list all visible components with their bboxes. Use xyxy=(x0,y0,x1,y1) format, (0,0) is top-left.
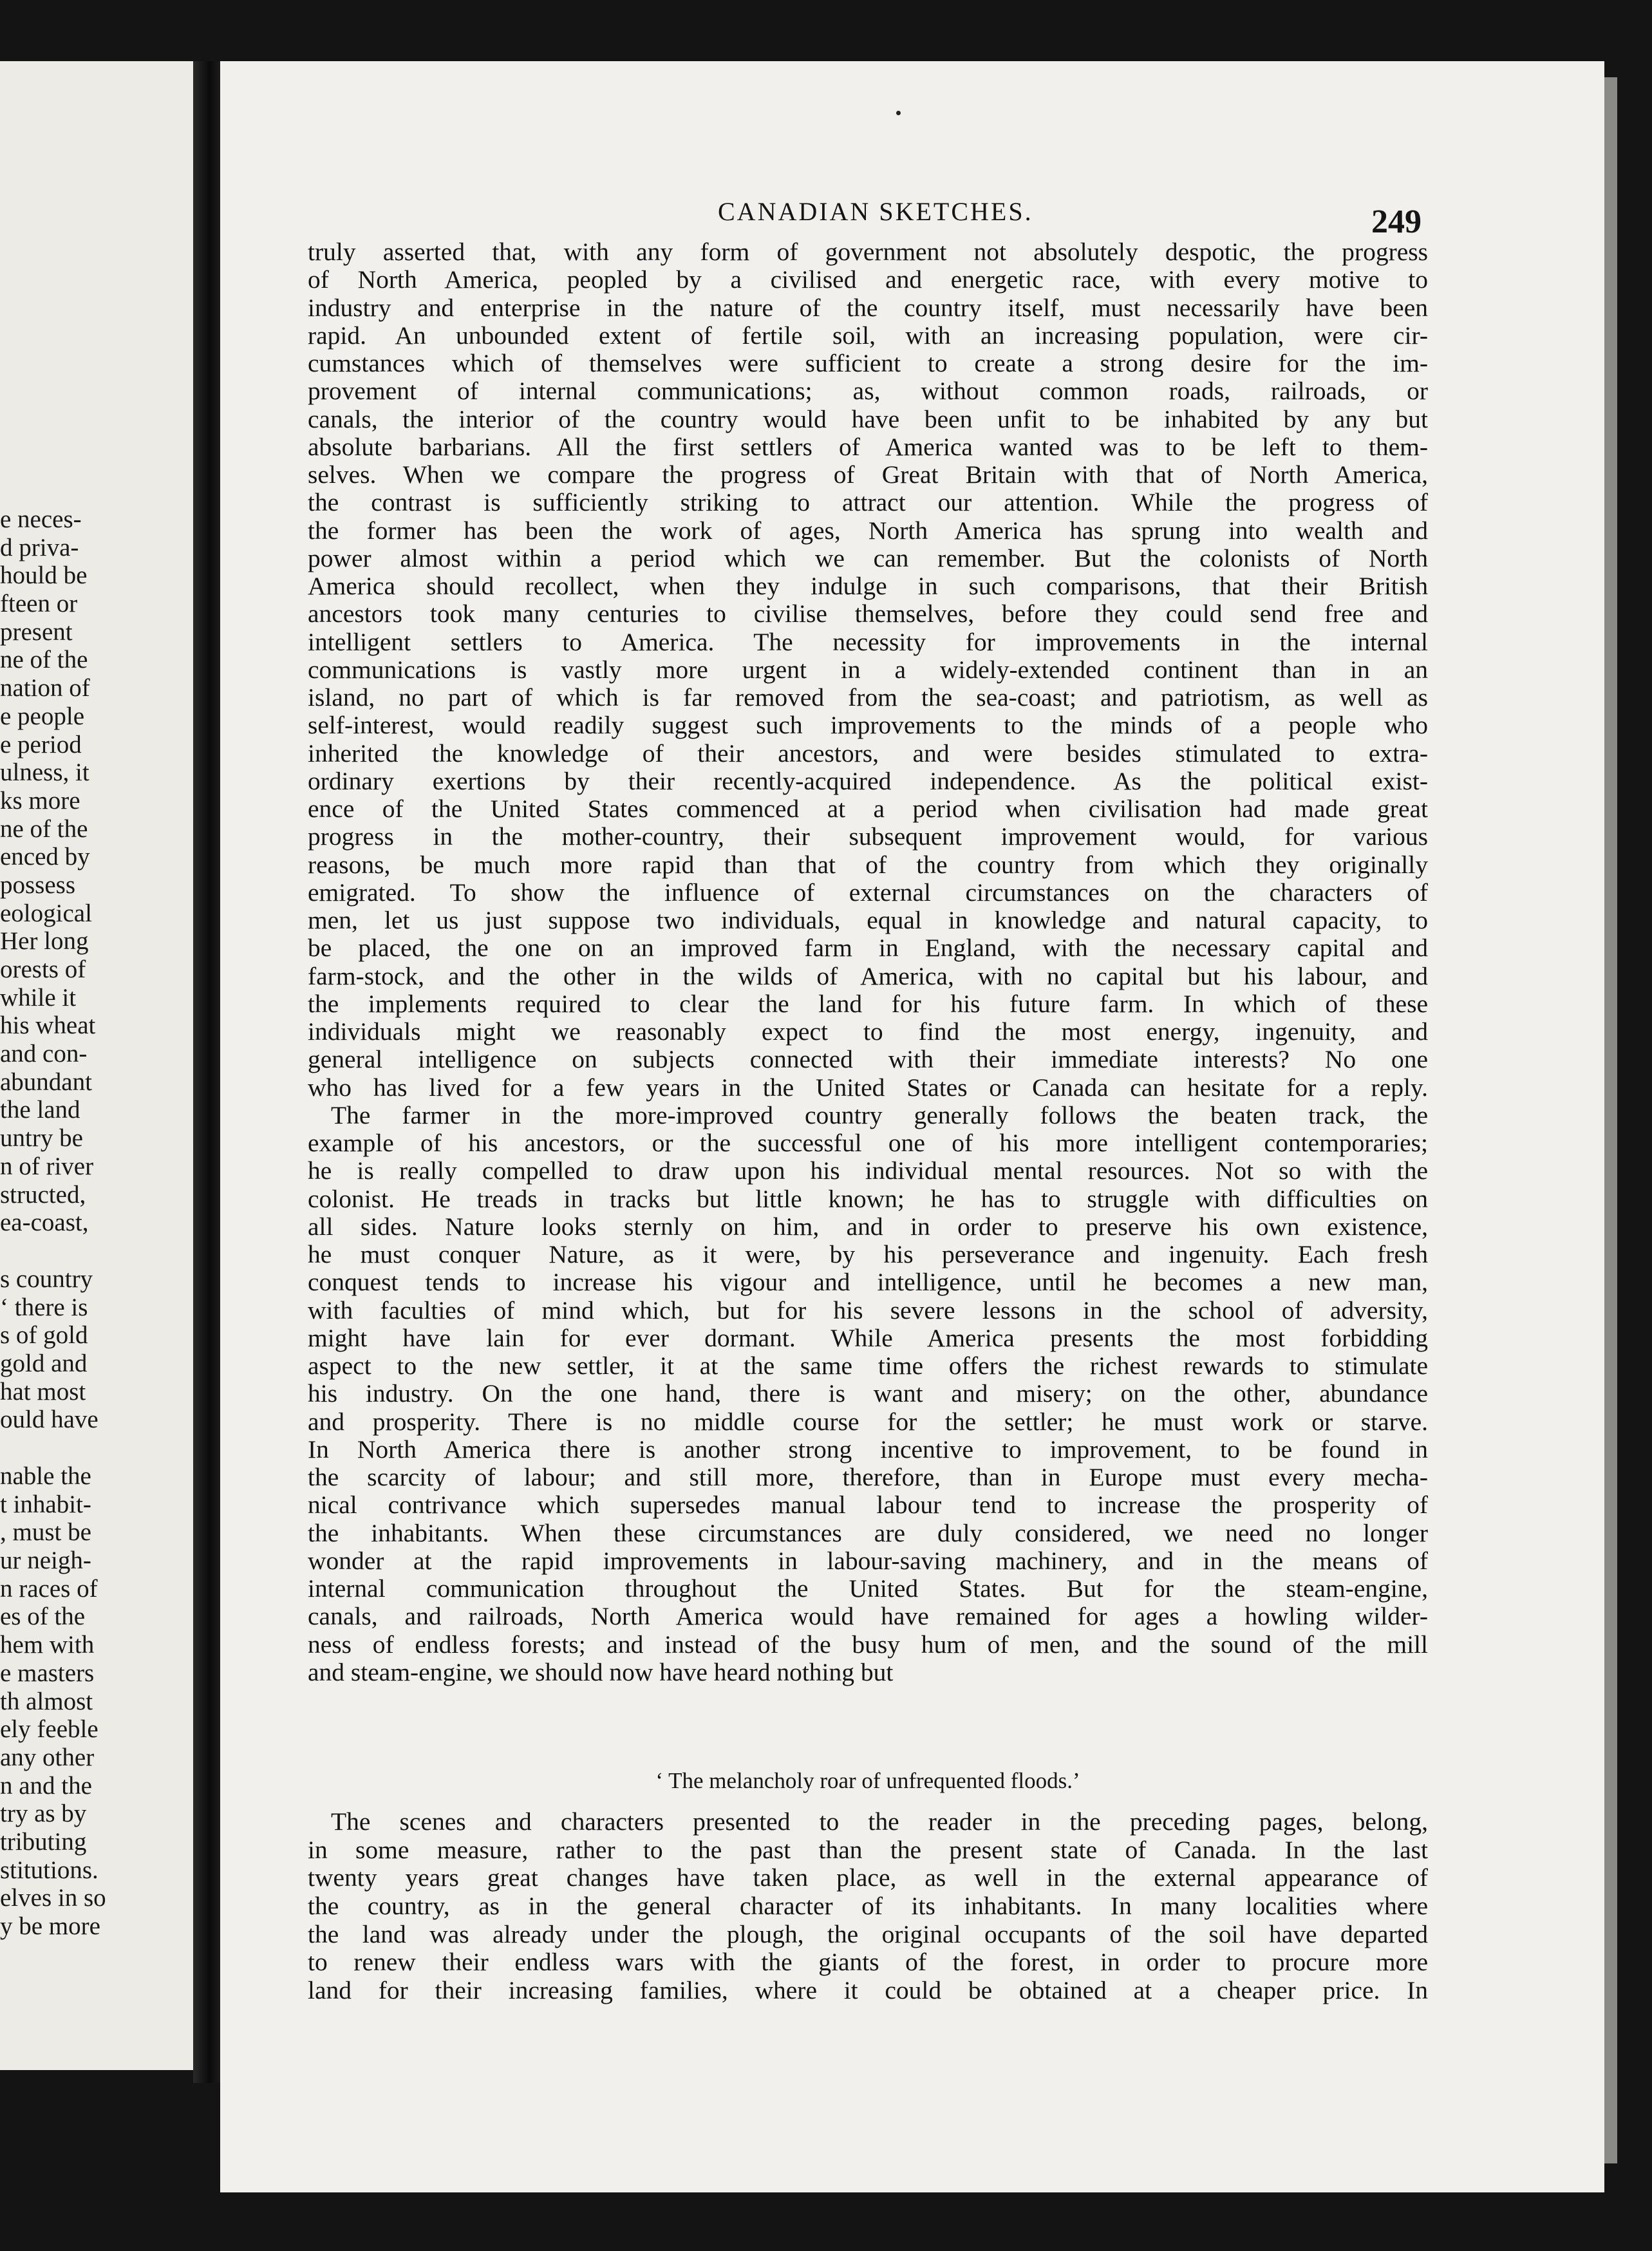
left-line: tributing xyxy=(0,1827,87,1856)
text-line: canals, and railroads, North America would have remained for ages a howling wilder- xyxy=(308,1603,1428,1631)
ink-speck xyxy=(896,111,901,115)
left-line: try as by xyxy=(0,1800,87,1828)
text-line: self-interest, would readily suggest such improvements to the minds of a people who xyxy=(308,711,1428,740)
left-line: e neces- xyxy=(0,505,82,533)
text-line: and prosperity. There is no middle course for the settler; he must work or starve. xyxy=(308,1408,1428,1436)
text-line: might have lain for ever dormant. While America presents the most forbidding xyxy=(308,1324,1428,1352)
left-line: while it xyxy=(0,983,77,1012)
text-line: of North America, peopled by a civilised and energetic race, with every motive to xyxy=(308,266,1428,294)
text-line: the former has been the work of ages, North America has sprung into wealth and xyxy=(308,516,1428,545)
text-line: ness of endless forests; and instead of the busy hum of men, and the sound of the mill xyxy=(308,1630,1428,1659)
text-line: aspect to the new settler, it at the same time offers the richest rewards to stimulate xyxy=(308,1352,1428,1380)
left-line: d priva- xyxy=(0,533,79,561)
left-line: and con- xyxy=(0,1040,88,1068)
text-line: he must conquer Nature, as it were, by his perseverance and ingenuity. Each fresh xyxy=(308,1241,1428,1268)
text-line: he is really compelled to draw upon his individual mental resources. Not so with the xyxy=(308,1157,1428,1185)
left-page-block-c xyxy=(0,1462,135,1941)
text-line: men, let us just suppose two individuals, equal in knowledge and natural capacity, to xyxy=(308,907,1428,934)
text-line: rapid. An unbounded extent of fertile soil, with an increasing population, were cir- xyxy=(308,321,1428,350)
text-line: The farmer in the more-improved country generally follows the beaten track, the xyxy=(331,1101,1428,1129)
left-line: ulness, it xyxy=(0,758,89,787)
text-line: and steam-engine, we should now have heard nothing but xyxy=(308,1658,894,1686)
text-line: absolute barbarians. All the first settlers of America wanted was to be left to them- xyxy=(308,433,1428,461)
text-line: his industry. On the one hand, there is want and misery; on the other, abundance xyxy=(308,1380,1428,1408)
text-line: individuals might we reasonably expect to find the most energy, ingenuity, and xyxy=(308,1018,1428,1046)
text-line: with faculties of mind which, but for his severe lessons in the school of adversity, xyxy=(308,1296,1428,1324)
text-line: to renew their endless wars with the giants of the forest, in order to procure more xyxy=(308,1948,1428,1977)
left-page-block-a xyxy=(0,505,135,1237)
text-line: communications is vastly more urgent in a widely-extended continent than in an xyxy=(308,655,1428,684)
book-gutter xyxy=(193,61,220,2083)
left-line: fteen or xyxy=(0,590,78,618)
left-facing-page xyxy=(0,61,193,2070)
text-line: twenty years great changes have taken place, as well in the external appearance of xyxy=(308,1864,1428,1892)
text-line: industry and enterprise in the nature of the country itself, must necessarily have been xyxy=(308,294,1428,322)
text-line: farm-stock, and the other in the wilds of America, with no capital but his labour, and xyxy=(308,962,1428,990)
text-line: example of his ancestors, or the successful one of his more intelligent contemporaries; xyxy=(308,1129,1428,1157)
text-line: who has lived for a few years in the United States or Canada can hesitate for a reply. xyxy=(308,1073,1428,1102)
text-line: provement of internal communications; as, without common roads, railroads, or xyxy=(308,377,1428,406)
left-line: the land xyxy=(0,1096,80,1124)
left-line: gold and xyxy=(0,1349,88,1377)
left-line: n and the xyxy=(0,1771,92,1800)
left-line: enced by xyxy=(0,843,90,871)
left-line: ur neigh- xyxy=(0,1547,91,1575)
text-line: in some measure, rather to the past than the present state of Canada. In the last xyxy=(308,1836,1428,1864)
text-line: truly asserted that, with any form of government not absolutely despotic, the progress xyxy=(308,238,1428,266)
left-line: structed, xyxy=(0,1180,86,1209)
left-line: hould be xyxy=(0,561,88,590)
left-page-gap xyxy=(0,1434,135,1462)
left-line: abundant xyxy=(0,1068,92,1096)
text-line: island, no part of which is far removed from the sea-coast; and patriotism, as well as xyxy=(308,684,1428,711)
left-line: ne of the xyxy=(0,815,88,843)
left-line: ‘ there is xyxy=(0,1293,88,1321)
text-line: internal communication throughout the United States. But for the steam-engine, xyxy=(308,1575,1428,1603)
text-line: general intelligence on subjects connected with their immediate interests? No one xyxy=(308,1046,1428,1074)
left-line: his wheat xyxy=(0,1012,96,1040)
left-line: n of river xyxy=(0,1152,94,1180)
text-line: progress in the mother-country, their subsequent improvement would, for various xyxy=(308,823,1428,851)
text-line: ordinary exertions by their recently-acquired independence. As the political exist- xyxy=(308,767,1428,795)
text-line: the implements required to clear the land for his future farm. In which of these xyxy=(308,990,1428,1018)
text-line: selves. When we compare the progress of Great Britain with that of North America, xyxy=(308,461,1428,489)
left-line: th almost xyxy=(0,1687,93,1715)
text-line: In North America there is another strong incentive to improvement, to be found in xyxy=(308,1435,1428,1464)
left-page-block-b xyxy=(0,1265,135,1434)
text-line: ancestors took many centuries to civilise themselves, before they could send free and xyxy=(308,600,1428,628)
left-line: y be more xyxy=(0,1912,100,1940)
left-line: any other xyxy=(0,1743,95,1771)
text-line: reasons, be much more rapid than that of the country from which they originally xyxy=(308,851,1428,879)
left-line: s country xyxy=(0,1265,93,1293)
left-line: ea-coast, xyxy=(0,1209,89,1237)
text-line: America should recollect, when they indulge in such comparisons, that their British xyxy=(308,572,1428,600)
left-line: es of the xyxy=(0,1603,86,1631)
text-line: all sides. Nature looks sternly on him, and in order to preserve his own existence, xyxy=(308,1212,1428,1241)
left-line: stitutions. xyxy=(0,1856,99,1884)
text-line: The scenes and characters presented to the reader in the preceding pages, belong, xyxy=(331,1808,1428,1836)
left-line: present xyxy=(0,617,73,646)
text-line: ence of the United States commenced at a period when civilisation had made great xyxy=(308,795,1428,823)
text-line: cumstances which of themselves were sufficient to create a strong desire for the im- xyxy=(308,350,1428,377)
left-line: ould have xyxy=(0,1406,99,1434)
text-line: conquest tends to increase his vigour and intelligence, until he becomes a new man, xyxy=(308,1268,1428,1297)
text-line: the land was already under the plough, the original occupants of the soil have departed xyxy=(308,1920,1428,1948)
left-line: hem with xyxy=(0,1631,95,1659)
left-line: e period xyxy=(0,730,82,758)
left-line: orests of xyxy=(0,956,86,983)
text-line: the contrast is sufficiently striking to attract our attention. While the progress of xyxy=(308,489,1428,517)
left-line: nation of xyxy=(0,674,90,702)
left-line: e people xyxy=(0,702,85,730)
left-line: ne of the xyxy=(0,646,88,674)
left-line: e masters xyxy=(0,1659,95,1687)
left-line: eological xyxy=(0,899,92,927)
text-line: canals, the interior of the country would have been unfit to be inhabited by any but xyxy=(308,405,1428,433)
left-line: elves in so xyxy=(0,1884,106,1912)
left-line: n races of xyxy=(0,1574,98,1603)
paragraph-3 xyxy=(308,1808,1428,2005)
text-line: power almost within a period which we can remember. But the colonists of North xyxy=(308,544,1428,572)
running-header: CANADIAN SKETCHES. xyxy=(718,197,1033,226)
text-line: the inhabitants. When these circumstances are duly considered, we need no longer xyxy=(308,1519,1428,1547)
left-line: possess xyxy=(0,871,76,899)
left-line: , must be xyxy=(0,1518,91,1547)
left-line: ely feeble xyxy=(0,1715,99,1744)
body-text xyxy=(308,238,1428,1686)
left-page-gap xyxy=(0,1237,135,1265)
left-line: nable the xyxy=(0,1462,91,1490)
page-number: 249 xyxy=(1371,203,1422,240)
text-line: the country, as in the general character of its inhabitants. In many localities where xyxy=(308,1892,1428,1921)
text-line: intelligent settlers to America. The necessity for improvements in the internal xyxy=(308,628,1428,656)
text-line: inherited the knowledge of their ancestors, and were besides stimulated to extra- xyxy=(308,739,1428,768)
text-line: emigrated. To show the influence of external circumstances on the characters of xyxy=(308,878,1428,907)
left-line: Her long xyxy=(0,927,89,956)
paragraph-1 xyxy=(308,238,1428,1102)
text-line: land for their increasing families, where it could be obtained at a cheaper price. In xyxy=(308,1977,1428,2005)
left-page-text xyxy=(0,505,135,1941)
page-edge xyxy=(1604,77,1617,2163)
left-line: untry be xyxy=(0,1124,83,1153)
left-line: t inhabit- xyxy=(0,1490,91,1518)
text-line: be placed, the one on an improved farm in England, with the necessary capital and xyxy=(308,934,1428,963)
left-line: hat most xyxy=(0,1377,86,1406)
text-line: colonist. He treads in tracks but little known; he has to struggle with difficulties on xyxy=(308,1185,1428,1213)
verse-quotation: ‘ The melancholy roar of unfrequented floods.’ xyxy=(655,1768,1080,1793)
text-line: nical contrivance which supersedes manual labour tend to increase the prosperity of xyxy=(308,1491,1428,1520)
left-line: s of gold xyxy=(0,1321,88,1350)
paragraph-2 xyxy=(308,1102,1428,1686)
text-line: the scarcity of labour; and still more, therefore, than in Europe must every mecha- xyxy=(308,1464,1428,1491)
text-line: wonder at the rapid improvements in labour-saving machinery, and in the means of xyxy=(308,1547,1428,1575)
left-line: ks more xyxy=(0,786,80,815)
